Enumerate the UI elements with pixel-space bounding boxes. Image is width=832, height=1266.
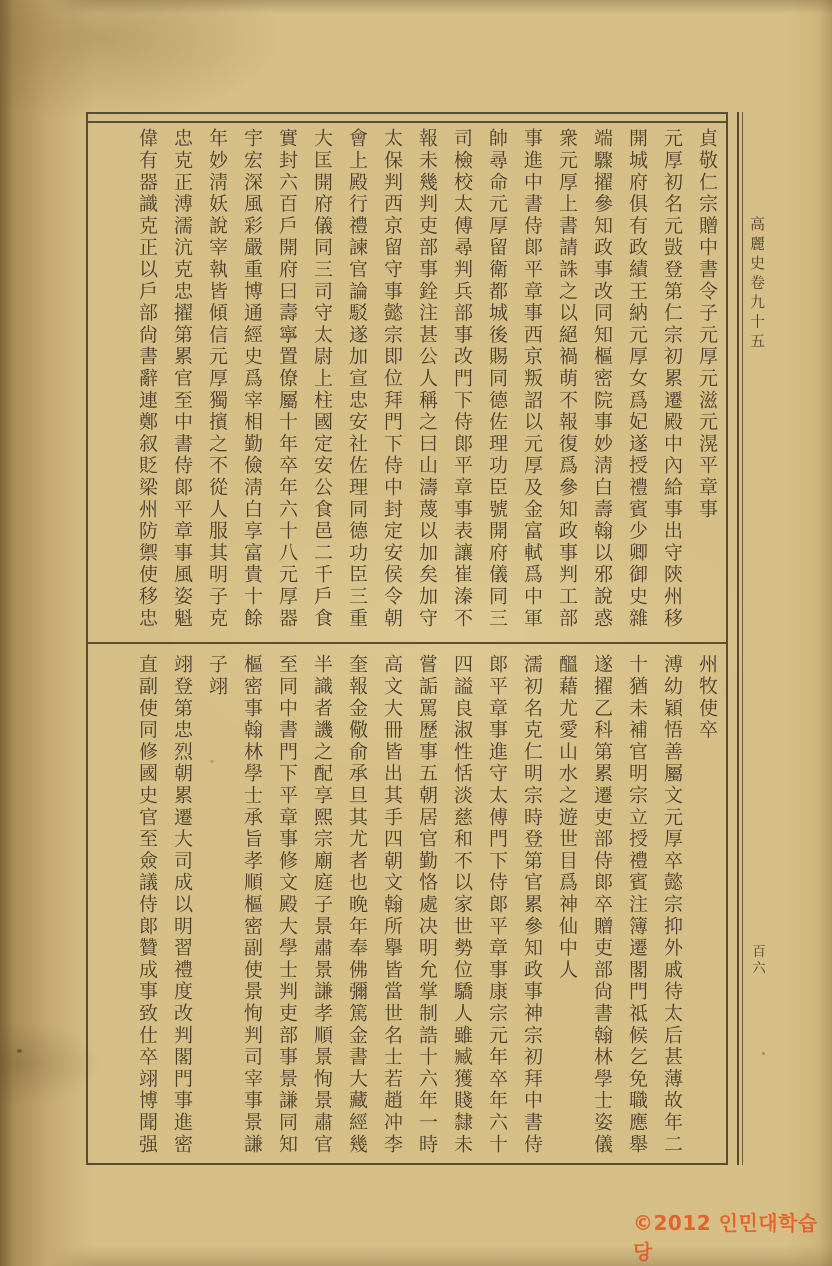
text-column: 報未幾判吏部事銓注甚公人稱之曰山濤蔑以加矣加守 xyxy=(416,128,438,630)
text-column: 子翊 xyxy=(206,654,228,698)
text-column: 溥幼穎悟善屬文元厚卒懿宗抑外戚待太后甚薄故年二 xyxy=(661,654,683,1156)
text-column: 年妙淸妖說宰執皆傾信元厚獨擯之不從人服其明子克 xyxy=(206,128,228,630)
text-column: 醞藉尤愛山水之遊世目爲神仙中人 xyxy=(556,654,578,981)
paper-speck xyxy=(210,760,214,763)
text-column: 司檢校太傅尋判兵部事改門下侍郞平章事表讓崔溱不 xyxy=(451,128,473,630)
text-column: 帥尋命元厚留衛都城後賜同德佐理功臣號開府儀同三 xyxy=(486,128,508,630)
text-column: 忠克正溥濡沆克忠擢第累官至中書侍郞平章事風姿魁 xyxy=(171,128,193,630)
text-column: 濡初名克仁明宗時登第官累參知政事神宗初拜中書侍 xyxy=(521,654,543,1156)
copyright-watermark: ©2012 인민대학습당 xyxy=(633,1211,818,1264)
text-column: 宇宏深風彩嚴重博通經史爲宰相勤儉淸白享富貴十餘 xyxy=(241,128,263,630)
text-column: 遂擢乙科第累遷吏部侍郞卒贈吏部尙書翰林學士姿儀 xyxy=(591,654,613,1156)
register-divider-rule xyxy=(88,642,726,644)
text-column: 開城府俱有政績王納元厚女爲妃遂授禮賓少卿御史雜 xyxy=(626,128,648,630)
text-column: 偉有器識克正以戶部尙書辭連鄭叙貶梁州防禦使移忠 xyxy=(136,128,158,630)
text-column: 事進中書侍郞平章事西京叛詔以元厚及金富軾爲中軍 xyxy=(521,128,543,630)
text-column: 嘗詬罵歷事五朝居官勤恪處决明允掌制誥十六年一時 xyxy=(416,654,438,1156)
text-column: 端驟擢參知政事改同知樞密院事妙淸白壽翰以邪說惑 xyxy=(591,128,613,630)
paper-speck xyxy=(762,1052,765,1055)
bottom-text-register xyxy=(96,654,724,1160)
text-column: 奎報金儆俞承旦其尤者也晚年奉佛彌篤金書大藏經幾 xyxy=(346,654,368,1156)
text-column: 實封六百戶開府曰壽寧置僚屬十年卒年六十八元厚器 xyxy=(276,128,298,630)
top-text-register xyxy=(96,128,724,633)
text-column: 至同中書門下平章事修文殿大學士判吏部事景謙同知 xyxy=(276,654,298,1156)
text-column: 十猶未補官明宗立授禮賓注簿遷閣門祗候乞免職應舉 xyxy=(626,654,648,1156)
volume-title: 高麗史卷九十五 xyxy=(748,216,766,353)
text-column: 太保判西京留守事懿宗即位拜門下侍中封定安侯令朝 xyxy=(381,128,403,630)
frame-top-inner-rule xyxy=(88,121,726,123)
text-column: 衆元厚上書請誅之以絕禍萌不報復爲參知政事判工部 xyxy=(556,128,578,630)
text-column: 貞敬仁宗贈中書令子元厚元滋元滉平章事 xyxy=(696,128,718,521)
folio-number: 百六 xyxy=(749,944,765,977)
paper-speck xyxy=(17,1049,22,1053)
text-column: 大匡開府儀同三司守太尉上柱國定安公食邑二千戶食 xyxy=(311,128,333,630)
text-column: 高文大冊皆出其手四朝文翰所擧皆當世名士若趙冲李 xyxy=(381,654,403,1156)
text-column: 樞密事翰林學士承旨孝順樞密副使景恂判司宰事景謙 xyxy=(241,654,263,1156)
text-column: 郞平章事進守太傅門下侍郞平章事康宗元年卒年六十 xyxy=(486,654,508,1156)
text-column: 翊登第忠烈朝累遷大司成以明習禮度改判閣門事進密 xyxy=(171,654,193,1156)
text-column: 直副使同修國史官至僉議侍郞贊成事致仕卒翊博聞强 xyxy=(136,654,158,1156)
margin-divider-rule xyxy=(737,112,743,1165)
text-column: 元厚初名元敱登第仁宗初累遷殿中內給事出守陝州移 xyxy=(661,128,683,630)
text-column: 州牧使卒 xyxy=(696,654,718,742)
text-column: 會上殿行禮諫官論駁遂加宣忠安社佐理同德功臣三重 xyxy=(346,128,368,630)
text-column: 半識者譏之配享熙宗廟庭子景肅景謙孝順景恂景肅官 xyxy=(311,654,333,1156)
text-column: 四謚良淑性恬淡慈和不以家世勢位驕人雖臧獲賤隸未 xyxy=(451,654,473,1156)
